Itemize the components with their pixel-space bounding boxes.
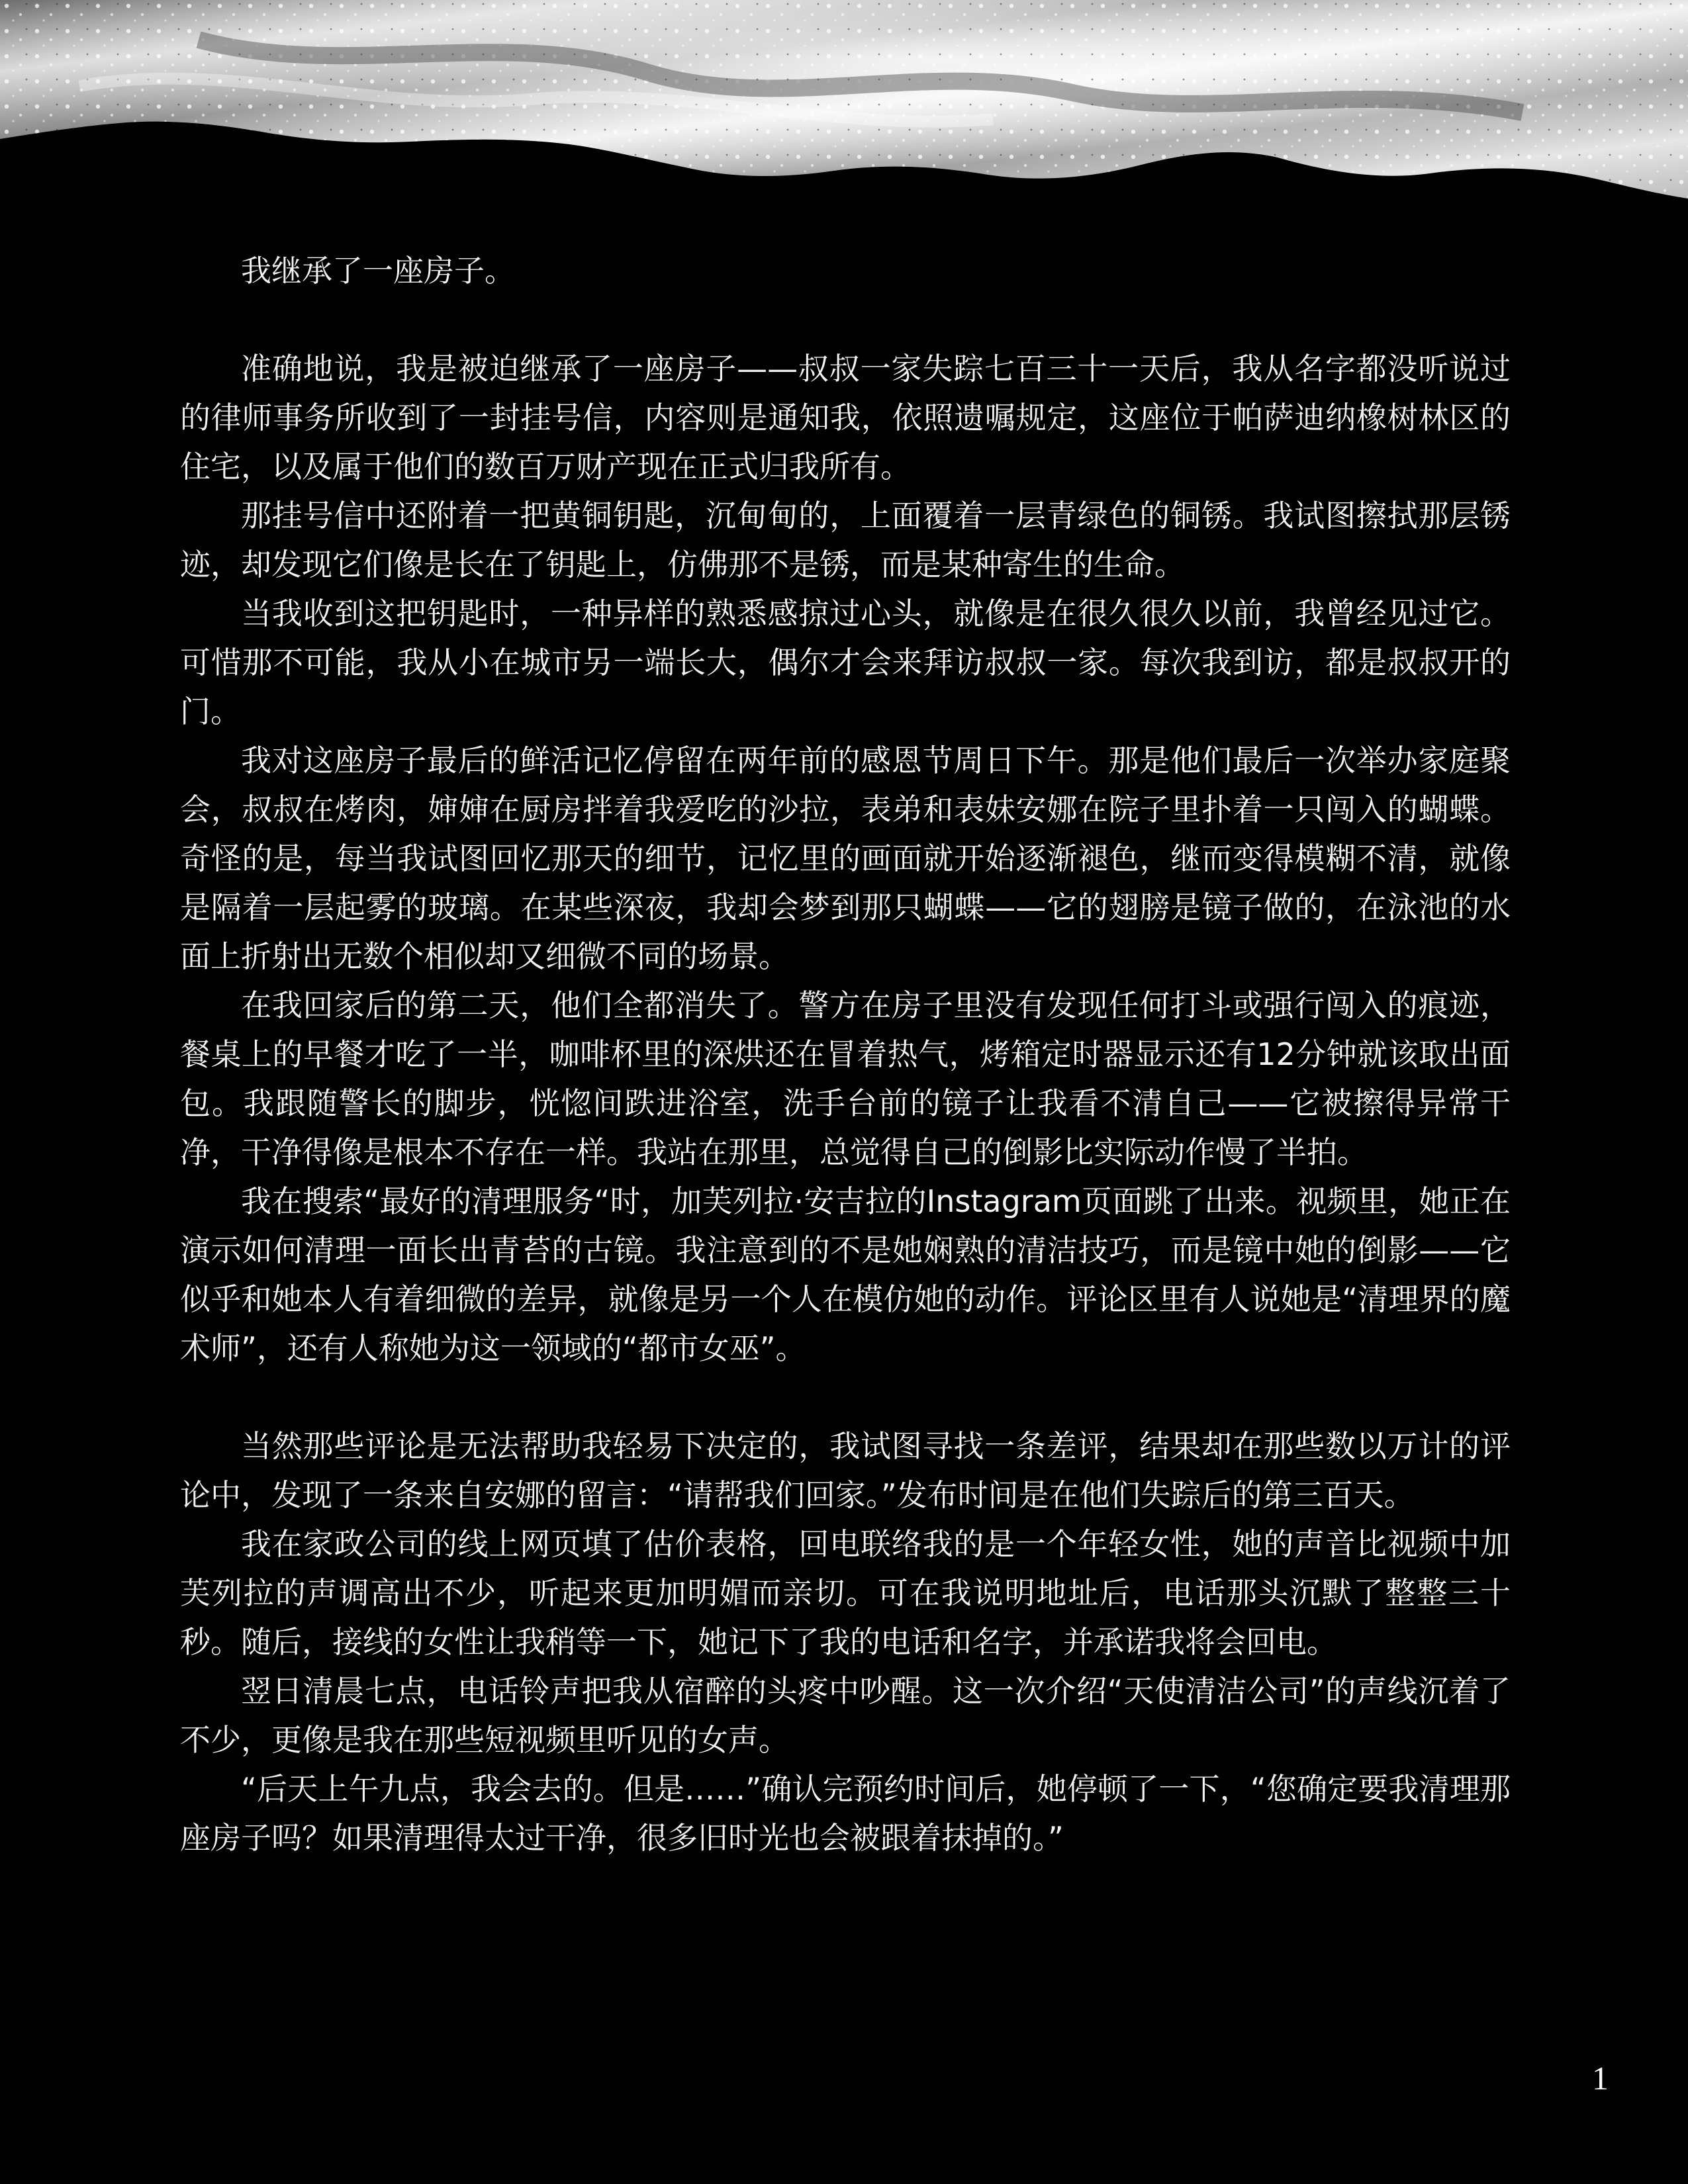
story-paragraph: 当我收到这把钥匙时，一种异样的熟悉感掠过心头，就像是在很久很久以前，我曾经见过它。可惜那不可能，我从小在城市另一端长大，偶尔才会来拜访叔叔一家。每次我到访，都是叔叔开的门。 [180, 596, 1511, 729]
header-water-droplet-texture [0, 0, 1688, 205]
story-paragraph: 当然那些评论是无法帮助我轻易下决定的，我试图寻找一条差评，结果却在那些数以万计的评论中，发现了一条来自安娜的留言：“请帮我们回家。”发布时间是在他们失踪后的第三百天。 [180, 1428, 1511, 1513]
story-paragraph: 我继承了一座房子。 [241, 253, 515, 289]
story-paragraph: 我对这座房子最后的鲜活记忆停留在两年前的感恩节周日下午。那是他们最后一次举办家庭聚会，叔叔在烤肉，婶婶在厨房拌着我爱吃的沙拉，表弟和表妹安娜在院子里扑着一只闯入的蝴蝶。奇怪的是，每当我试图回忆那天的细节，记忆里的画面就开始逐渐褪色，继而变得模糊不清，就像是隔着一层起雾的玻璃。在某些深夜，我却会梦到那只蝴蝶——它的翅膀是镜子做的，在泳池的水面上折射出无数个相似却又细微不同的场景。 [180, 743, 1511, 974]
story-paragraph: 在我回家后的第二天，他们全都消失了。警方在房子里没有发现任何打斗或强行闯入的痕迹，餐桌上的早餐才吃了一半，咖啡杯里的深烘还在冒着热气，烤箱定时器显示还有12分钟就该取出面包。我跟随警长的脚步，恍惚间跌进浴室，洗手台前的镜子让我看不清自己——它被擦得异常干净，干净得像是根本不存在一样。我站在那里，总觉得自己的倒影比实际动作慢了半拍。 [180, 987, 1511, 1170]
story-paragraph: 准确地说，我是被迫继承了一座房子——叔叔一家失踪七百三十一天后，我从名字都没听说过的律师事务所收到了一封挂号信，内容则是通知我，依照遗嘱规定，这座位于帕萨迪纳橡树林区的住宅，以及属于他们的数百万财产现在正式归我所有。 [180, 351, 1511, 484]
story-paragraph: “后天上午九点，我会去的。但是……”确认完预约时间后，她停顿了一下，“您确定要我清理那座房子吗？如果清理得太过干净，很多旧时光也会被跟着抹掉的。” [180, 1771, 1511, 1856]
story-paragraph: 我在家政公司的线上网页填了估价表格，回电联络我的是一个年轻女性，她的声音比视频中加芙列拉的声调高出不少，听起来更加明媚而亲切。可在我说明地址后，电话那头沉默了整整三十秒。随后，接线的女性让我稍等一下，她记下了我的电话和名字，并承诺我将会回电。 [180, 1526, 1511, 1660]
page-number: 1 [1592, 2060, 1609, 2097]
story-paragraph: 我在搜索“最好的清理服务“时，加芙列拉·安吉拉的Instagram页面跳了出来。视频里，她正在演示如何清理一面长出青苔的古镜。我注意到的不是她娴熟的清洁技巧，而是镜中她的倒影——它似乎和她本人有着细微的差异，就像是另一个人在模仿她的动作。评论区里有人说她是“清理界的魔术师”，还有人称她为这一领域的“都市女巫”。 [180, 1183, 1511, 1366]
story-body [180, 246, 1511, 1862]
story-paragraph: 翌日清晨七点，电话铃声把我从宿醉的头疼中吵醒。这一次介绍“天使清洁公司”的声线沉着了不少，更像是我在那些短视频里听见的女声。 [180, 1673, 1511, 1758]
paragraph-spacer [180, 295, 1511, 344]
story-paragraph: 那挂号信中还附着一把黄铜钥匙，沉甸甸的，上面覆着一层青绿色的铜锈。我试图擦拭那层锈迹，却发现它们像是长在了钥匙上，仿佛那不是锈，而是某种寄生的生命。 [180, 498, 1511, 582]
paragraph-spacer [180, 1373, 1511, 1422]
